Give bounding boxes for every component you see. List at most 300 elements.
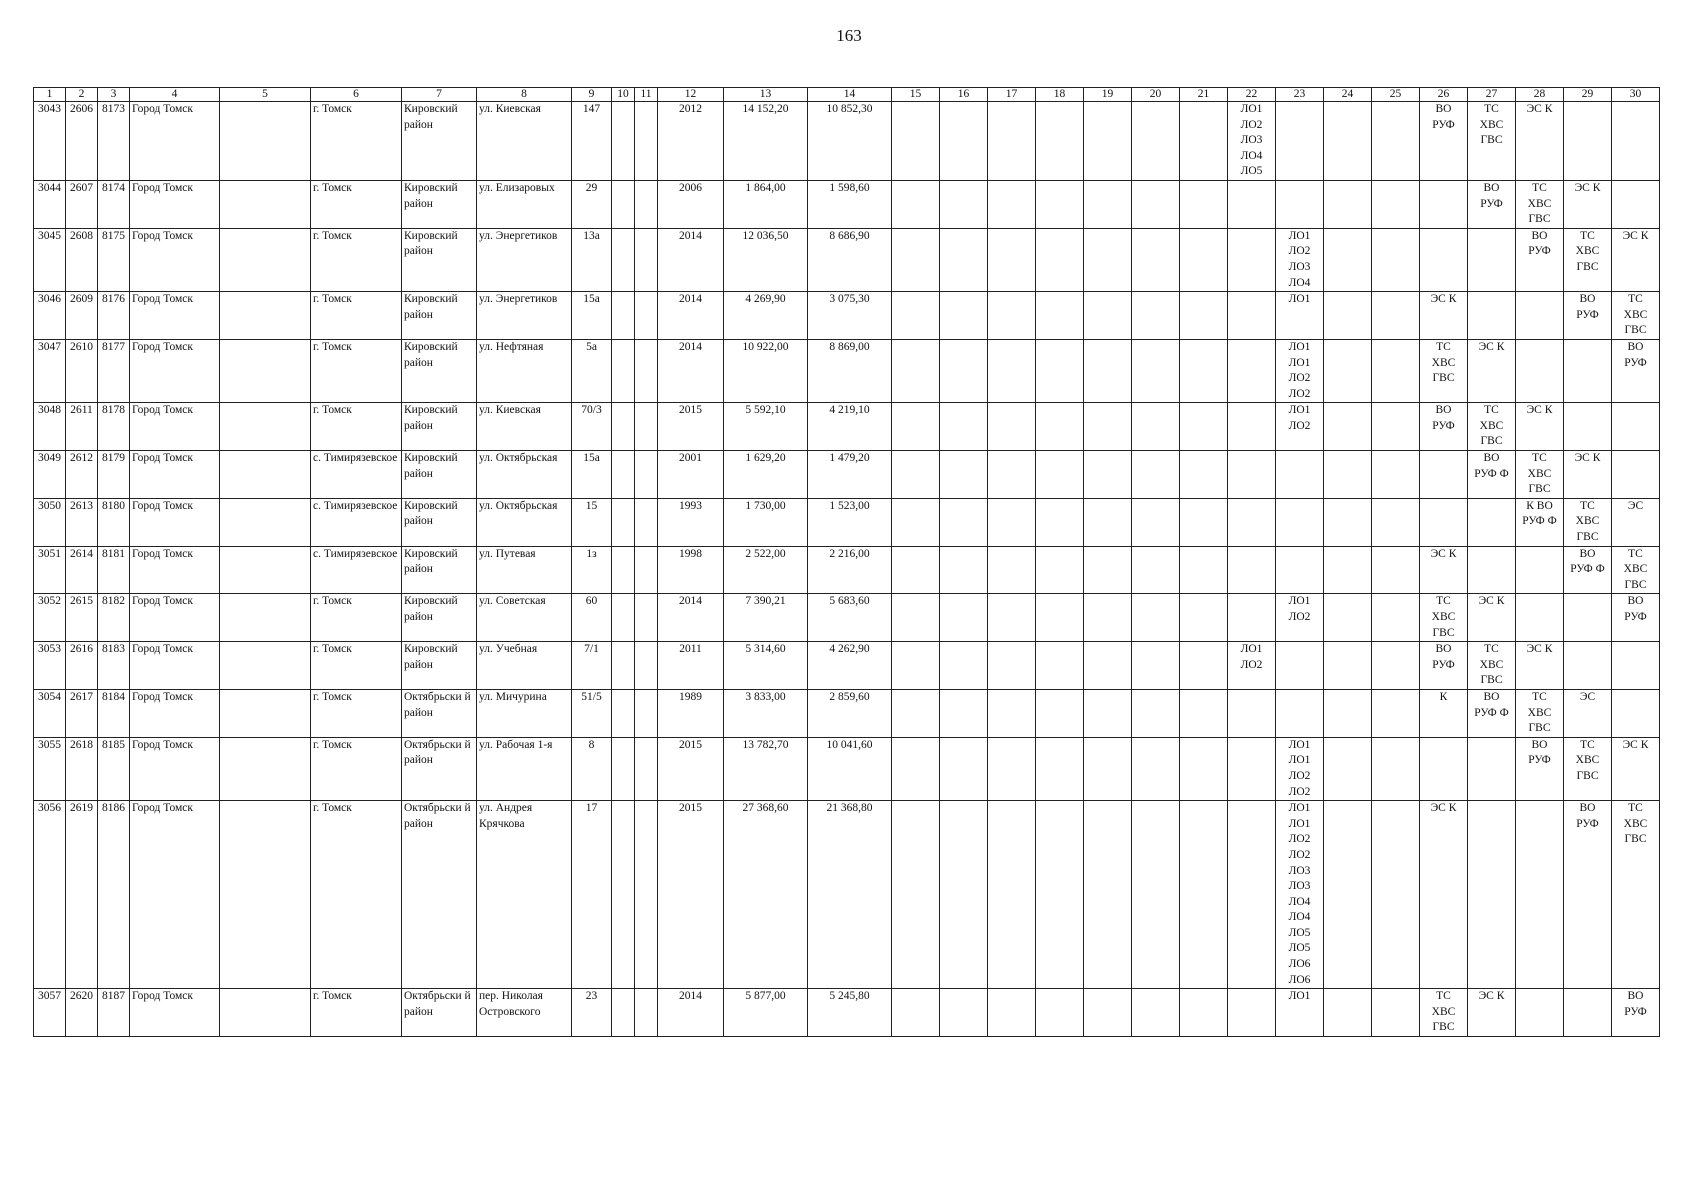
cell-col-1: 3043 <box>34 102 66 181</box>
cell-col-26: ВО РУФ <box>1420 403 1468 451</box>
cell-col-19 <box>1084 594 1132 642</box>
cell-col-20 <box>1132 180 1180 228</box>
cell-col-5 <box>220 737 311 800</box>
cell-col-19 <box>1084 403 1132 451</box>
cell-col-22: ЛО1 ЛО2 ЛО3 ЛО4 ЛО5 <box>1228 102 1276 181</box>
cell-col-26: К <box>1420 689 1468 737</box>
cell-col-3: 8175 <box>98 228 130 291</box>
cell-col-29: ТС ХВС ГВС <box>1564 228 1612 291</box>
cell-col-4: Город Томск <box>130 642 220 690</box>
cell-col-1: 3046 <box>34 292 66 340</box>
cell-col-12: 2014 <box>658 339 724 402</box>
cell-col-22 <box>1228 989 1276 1037</box>
table-row <box>34 737 1660 800</box>
cell-col-1: 3054 <box>34 689 66 737</box>
table-row <box>34 801 1660 989</box>
cell-col-4: Город Томск <box>130 339 220 402</box>
column-header: 1 <box>34 88 66 102</box>
cell-col-26: ВО РУФ <box>1420 102 1468 181</box>
cell-col-28: ТС ХВС ГВС <box>1516 180 1564 228</box>
cell-col-10 <box>612 989 635 1037</box>
cell-col-1: 3048 <box>34 403 66 451</box>
cell-col-27 <box>1468 498 1516 546</box>
cell-col-1: 3049 <box>34 451 66 499</box>
cell-col-26 <box>1420 228 1468 291</box>
cell-col-15 <box>892 989 940 1037</box>
cell-col-20 <box>1132 498 1180 546</box>
cell-col-8: ул. Октябрьская <box>477 451 572 499</box>
cell-col-20 <box>1132 403 1180 451</box>
cell-col-9: 1з <box>572 546 612 594</box>
cell-col-21 <box>1180 989 1228 1037</box>
cell-col-6: г. Томск <box>311 989 402 1037</box>
cell-col-23 <box>1276 498 1324 546</box>
cell-col-29: ЭС К <box>1564 451 1612 499</box>
cell-col-28: ЭС К <box>1516 642 1564 690</box>
cell-col-24 <box>1324 498 1372 546</box>
cell-col-25 <box>1372 801 1420 989</box>
cell-col-21 <box>1180 801 1228 989</box>
column-header: 4 <box>130 88 220 102</box>
cell-col-25 <box>1372 498 1420 546</box>
cell-col-16 <box>940 642 988 690</box>
cell-col-4: Город Томск <box>130 292 220 340</box>
cell-col-8: ул. Энергетиков <box>477 228 572 291</box>
cell-col-10 <box>612 737 635 800</box>
cell-col-3: 8186 <box>98 801 130 989</box>
cell-col-18 <box>1036 339 1084 402</box>
cell-col-24 <box>1324 689 1372 737</box>
cell-col-12: 2006 <box>658 180 724 228</box>
cell-col-2: 2610 <box>66 339 98 402</box>
cell-col-24 <box>1324 228 1372 291</box>
table-row <box>34 989 1660 1037</box>
housing-register-table <box>33 87 1660 1037</box>
column-header: 21 <box>1180 88 1228 102</box>
cell-col-14: 8 686,90 <box>808 228 892 291</box>
column-header: 23 <box>1276 88 1324 102</box>
cell-col-1: 3044 <box>34 180 66 228</box>
cell-col-23 <box>1276 180 1324 228</box>
cell-col-29 <box>1564 403 1612 451</box>
cell-col-7: Кировский район <box>402 546 477 594</box>
cell-col-30: ЭС К <box>1612 737 1660 800</box>
cell-col-12: 1989 <box>658 689 724 737</box>
cell-col-18 <box>1036 498 1084 546</box>
cell-col-3: 8178 <box>98 403 130 451</box>
cell-col-2: 2618 <box>66 737 98 800</box>
cell-col-13: 14 152,20 <box>724 102 808 181</box>
cell-col-29: ВО РУФ Ф <box>1564 546 1612 594</box>
column-header: 24 <box>1324 88 1372 102</box>
table-row <box>34 642 1660 690</box>
column-header: 20 <box>1132 88 1180 102</box>
cell-col-4: Город Томск <box>130 498 220 546</box>
column-header: 11 <box>635 88 658 102</box>
cell-col-4: Город Томск <box>130 801 220 989</box>
cell-col-22 <box>1228 801 1276 989</box>
cell-col-6: с. Тимирязевское <box>311 498 402 546</box>
cell-col-29: ЭС К <box>1564 180 1612 228</box>
cell-col-10 <box>612 594 635 642</box>
cell-col-4: Город Томск <box>130 180 220 228</box>
cell-col-18 <box>1036 594 1084 642</box>
cell-col-9: 17 <box>572 801 612 989</box>
cell-col-18 <box>1036 642 1084 690</box>
cell-col-30: ТС ХВС ГВС <box>1612 292 1660 340</box>
cell-col-30: ЭС К <box>1612 228 1660 291</box>
cell-col-14: 5 245,80 <box>808 989 892 1037</box>
cell-col-26: ЭС К <box>1420 801 1468 989</box>
column-header: 8 <box>477 88 572 102</box>
cell-col-9: 15 <box>572 498 612 546</box>
cell-col-13: 1 730,00 <box>724 498 808 546</box>
cell-col-8: пер. Николая Островского <box>477 989 572 1037</box>
cell-col-5 <box>220 642 311 690</box>
cell-col-18 <box>1036 689 1084 737</box>
cell-col-28: К ВО РУФ Ф <box>1516 498 1564 546</box>
cell-col-18 <box>1036 180 1084 228</box>
cell-col-23: ЛО1 ЛО1 ЛО2 ЛО2 ЛО3 ЛО3 ЛО4 ЛО4 ЛО5 ЛО5 ЛО6 ЛО6 <box>1276 801 1324 989</box>
table-row <box>34 228 1660 291</box>
cell-col-19 <box>1084 989 1132 1037</box>
cell-col-26: ТС ХВС ГВС <box>1420 989 1468 1037</box>
cell-col-16 <box>940 403 988 451</box>
cell-col-13: 27 368,60 <box>724 801 808 989</box>
cell-col-2: 2607 <box>66 180 98 228</box>
cell-col-14: 8 869,00 <box>808 339 892 402</box>
cell-col-4: Город Томск <box>130 403 220 451</box>
cell-col-16 <box>940 451 988 499</box>
cell-col-8: ул. Октябрьская <box>477 498 572 546</box>
cell-col-25 <box>1372 451 1420 499</box>
table-row <box>34 689 1660 737</box>
cell-col-6: г. Томск <box>311 642 402 690</box>
cell-col-16 <box>940 689 988 737</box>
cell-col-6: г. Томск <box>311 737 402 800</box>
cell-col-14: 5 683,60 <box>808 594 892 642</box>
column-header: 7 <box>402 88 477 102</box>
cell-col-17 <box>988 737 1036 800</box>
cell-col-8: ул. Мичурина <box>477 689 572 737</box>
cell-col-23 <box>1276 642 1324 690</box>
cell-col-11 <box>635 801 658 989</box>
cell-col-6: г. Томск <box>311 594 402 642</box>
cell-col-26 <box>1420 180 1468 228</box>
cell-col-14: 10 852,30 <box>808 102 892 181</box>
cell-col-17 <box>988 451 1036 499</box>
cell-col-17 <box>988 801 1036 989</box>
cell-col-3: 8182 <box>98 594 130 642</box>
cell-col-14: 1 523,00 <box>808 498 892 546</box>
cell-col-20 <box>1132 451 1180 499</box>
cell-col-27: ЭС К <box>1468 989 1516 1037</box>
cell-col-27 <box>1468 228 1516 291</box>
column-header: 19 <box>1084 88 1132 102</box>
cell-col-16 <box>940 339 988 402</box>
cell-col-13: 5 592,10 <box>724 403 808 451</box>
cell-col-2: 2612 <box>66 451 98 499</box>
cell-col-7: Кировский район <box>402 451 477 499</box>
cell-col-28: ТС ХВС ГВС <box>1516 451 1564 499</box>
cell-col-6: г. Томск <box>311 339 402 402</box>
cell-col-21 <box>1180 228 1228 291</box>
cell-col-18 <box>1036 801 1084 989</box>
table-row <box>34 339 1660 402</box>
cell-col-15 <box>892 102 940 181</box>
cell-col-10 <box>612 801 635 989</box>
cell-col-4: Город Томск <box>130 102 220 181</box>
cell-col-18 <box>1036 292 1084 340</box>
cell-col-17 <box>988 339 1036 402</box>
cell-col-26: ВО РУФ <box>1420 642 1468 690</box>
column-header: 18 <box>1036 88 1084 102</box>
cell-col-19 <box>1084 737 1132 800</box>
cell-col-13: 1 864,00 <box>724 180 808 228</box>
cell-col-29: ТС ХВС ГВС <box>1564 737 1612 800</box>
cell-col-17 <box>988 403 1036 451</box>
cell-col-11 <box>635 180 658 228</box>
cell-col-27 <box>1468 546 1516 594</box>
cell-col-18 <box>1036 451 1084 499</box>
cell-col-11 <box>635 546 658 594</box>
cell-col-6: г. Томск <box>311 689 402 737</box>
cell-col-26 <box>1420 737 1468 800</box>
cell-col-23: ЛО1 <box>1276 989 1324 1037</box>
cell-col-4: Город Томск <box>130 594 220 642</box>
cell-col-9: 5а <box>572 339 612 402</box>
cell-col-9: 8 <box>572 737 612 800</box>
cell-col-8: ул. Нефтяная <box>477 339 572 402</box>
cell-col-28: ВО РУФ <box>1516 737 1564 800</box>
cell-col-19 <box>1084 498 1132 546</box>
cell-col-5 <box>220 451 311 499</box>
cell-col-14: 1 479,20 <box>808 451 892 499</box>
cell-col-20 <box>1132 546 1180 594</box>
cell-col-17 <box>988 594 1036 642</box>
cell-col-11 <box>635 498 658 546</box>
cell-col-30 <box>1612 642 1660 690</box>
cell-col-13: 5 877,00 <box>724 989 808 1037</box>
cell-col-29 <box>1564 642 1612 690</box>
cell-col-18 <box>1036 546 1084 594</box>
cell-col-23: ЛО1 ЛО2 <box>1276 403 1324 451</box>
cell-col-29 <box>1564 102 1612 181</box>
cell-col-15 <box>892 451 940 499</box>
cell-col-17 <box>988 292 1036 340</box>
cell-col-17 <box>988 102 1036 181</box>
cell-col-11 <box>635 403 658 451</box>
cell-col-29: ТС ХВС ГВС <box>1564 498 1612 546</box>
cell-col-14: 3 075,30 <box>808 292 892 340</box>
cell-col-8: ул. Андрея Крячкова <box>477 801 572 989</box>
cell-col-29: ВО РУФ <box>1564 292 1612 340</box>
cell-col-14: 10 041,60 <box>808 737 892 800</box>
cell-col-3: 8176 <box>98 292 130 340</box>
cell-col-14: 21 368,80 <box>808 801 892 989</box>
cell-col-19 <box>1084 292 1132 340</box>
cell-col-13: 3 833,00 <box>724 689 808 737</box>
cell-col-21 <box>1180 546 1228 594</box>
cell-col-6: г. Томск <box>311 102 402 181</box>
cell-col-20 <box>1132 339 1180 402</box>
cell-col-5 <box>220 102 311 181</box>
cell-col-25 <box>1372 339 1420 402</box>
cell-col-25 <box>1372 737 1420 800</box>
cell-col-13: 4 269,90 <box>724 292 808 340</box>
cell-col-5 <box>220 228 311 291</box>
cell-col-28 <box>1516 339 1564 402</box>
cell-col-21 <box>1180 737 1228 800</box>
cell-col-26: ЭС К <box>1420 292 1468 340</box>
cell-col-21 <box>1180 642 1228 690</box>
cell-col-27: ВО РУФ Ф <box>1468 689 1516 737</box>
cell-col-28: ВО РУФ <box>1516 228 1564 291</box>
cell-col-24 <box>1324 546 1372 594</box>
cell-col-10 <box>612 498 635 546</box>
cell-col-27: ЭС К <box>1468 339 1516 402</box>
cell-col-20 <box>1132 989 1180 1037</box>
cell-col-9: 13а <box>572 228 612 291</box>
cell-col-23: ЛО1 ЛО2 ЛО3 ЛО4 <box>1276 228 1324 291</box>
cell-col-30 <box>1612 180 1660 228</box>
cell-col-21 <box>1180 498 1228 546</box>
cell-col-26: ТС ХВС ГВС <box>1420 339 1468 402</box>
cell-col-15 <box>892 403 940 451</box>
cell-col-19 <box>1084 180 1132 228</box>
cell-col-7: Октябрьски й район <box>402 801 477 989</box>
cell-col-8: ул. Энергетиков <box>477 292 572 340</box>
cell-col-24 <box>1324 801 1372 989</box>
cell-col-2: 2616 <box>66 642 98 690</box>
cell-col-26 <box>1420 498 1468 546</box>
cell-col-9: 147 <box>572 102 612 181</box>
cell-col-22 <box>1228 546 1276 594</box>
cell-col-2: 2614 <box>66 546 98 594</box>
cell-col-9: 29 <box>572 180 612 228</box>
cell-col-17 <box>988 228 1036 291</box>
cell-col-2: 2615 <box>66 594 98 642</box>
cell-col-1: 3055 <box>34 737 66 800</box>
cell-col-12: 2014 <box>658 228 724 291</box>
cell-col-5 <box>220 339 311 402</box>
cell-col-10 <box>612 546 635 594</box>
column-header: 15 <box>892 88 940 102</box>
cell-col-13: 13 782,70 <box>724 737 808 800</box>
cell-col-24 <box>1324 339 1372 402</box>
cell-col-11 <box>635 102 658 181</box>
cell-col-12: 2015 <box>658 403 724 451</box>
cell-col-15 <box>892 292 940 340</box>
cell-col-9: 51/5 <box>572 689 612 737</box>
cell-col-1: 3052 <box>34 594 66 642</box>
cell-col-5 <box>220 989 311 1037</box>
cell-col-5 <box>220 546 311 594</box>
cell-col-11 <box>635 642 658 690</box>
cell-col-19 <box>1084 451 1132 499</box>
cell-col-12: 2012 <box>658 102 724 181</box>
cell-col-25 <box>1372 228 1420 291</box>
cell-col-10 <box>612 292 635 340</box>
cell-col-4: Город Томск <box>130 689 220 737</box>
column-header: 29 <box>1564 88 1612 102</box>
cell-col-15 <box>892 801 940 989</box>
cell-col-22 <box>1228 737 1276 800</box>
cell-col-15 <box>892 546 940 594</box>
cell-col-7: Октябрьски й район <box>402 989 477 1037</box>
column-header: 26 <box>1420 88 1468 102</box>
cell-col-9: 15а <box>572 292 612 340</box>
cell-col-26 <box>1420 451 1468 499</box>
cell-col-16 <box>940 498 988 546</box>
table-row <box>34 102 1660 181</box>
cell-col-1: 3050 <box>34 498 66 546</box>
cell-col-28 <box>1516 989 1564 1037</box>
cell-col-26: ЭС К <box>1420 546 1468 594</box>
cell-col-28: ЭС К <box>1516 403 1564 451</box>
cell-col-30: ТС ХВС ГВС <box>1612 546 1660 594</box>
cell-col-13: 5 314,60 <box>724 642 808 690</box>
cell-col-30: ВО РУФ <box>1612 594 1660 642</box>
cell-col-3: 8184 <box>98 689 130 737</box>
cell-col-11 <box>635 737 658 800</box>
cell-col-11 <box>635 451 658 499</box>
cell-col-14: 2 216,00 <box>808 546 892 594</box>
cell-col-22 <box>1228 594 1276 642</box>
cell-col-30: ВО РУФ <box>1612 989 1660 1037</box>
cell-col-10 <box>612 180 635 228</box>
cell-col-16 <box>940 102 988 181</box>
column-header: 17 <box>988 88 1036 102</box>
cell-col-30: ЭС <box>1612 498 1660 546</box>
cell-col-4: Город Томск <box>130 451 220 499</box>
cell-col-14: 2 859,60 <box>808 689 892 737</box>
cell-col-27 <box>1468 292 1516 340</box>
cell-col-19 <box>1084 102 1132 181</box>
cell-col-17 <box>988 498 1036 546</box>
cell-col-18 <box>1036 403 1084 451</box>
cell-col-11 <box>635 292 658 340</box>
cell-col-11 <box>635 989 658 1037</box>
cell-col-2: 2613 <box>66 498 98 546</box>
cell-col-12: 1993 <box>658 498 724 546</box>
cell-col-17 <box>988 180 1036 228</box>
cell-col-15 <box>892 642 940 690</box>
cell-col-28: ТС ХВС ГВС <box>1516 689 1564 737</box>
cell-col-1: 3057 <box>34 989 66 1037</box>
cell-col-7: Октябрьски й район <box>402 737 477 800</box>
cell-col-27: ЭС К <box>1468 594 1516 642</box>
column-header: 22 <box>1228 88 1276 102</box>
cell-col-13: 1 629,20 <box>724 451 808 499</box>
cell-col-22: ЛО1 ЛО2 <box>1228 642 1276 690</box>
cell-col-20 <box>1132 801 1180 989</box>
cell-col-27: ТС ХВС ГВС <box>1468 403 1516 451</box>
cell-col-19 <box>1084 689 1132 737</box>
table-row <box>34 292 1660 340</box>
cell-col-7: Кировский район <box>402 594 477 642</box>
cell-col-10 <box>612 403 635 451</box>
cell-col-5 <box>220 594 311 642</box>
cell-col-28 <box>1516 546 1564 594</box>
cell-col-10 <box>612 642 635 690</box>
cell-col-18 <box>1036 989 1084 1037</box>
cell-col-24 <box>1324 102 1372 181</box>
cell-col-21 <box>1180 292 1228 340</box>
cell-col-27 <box>1468 801 1516 989</box>
table-row <box>34 594 1660 642</box>
cell-col-9: 70/3 <box>572 403 612 451</box>
